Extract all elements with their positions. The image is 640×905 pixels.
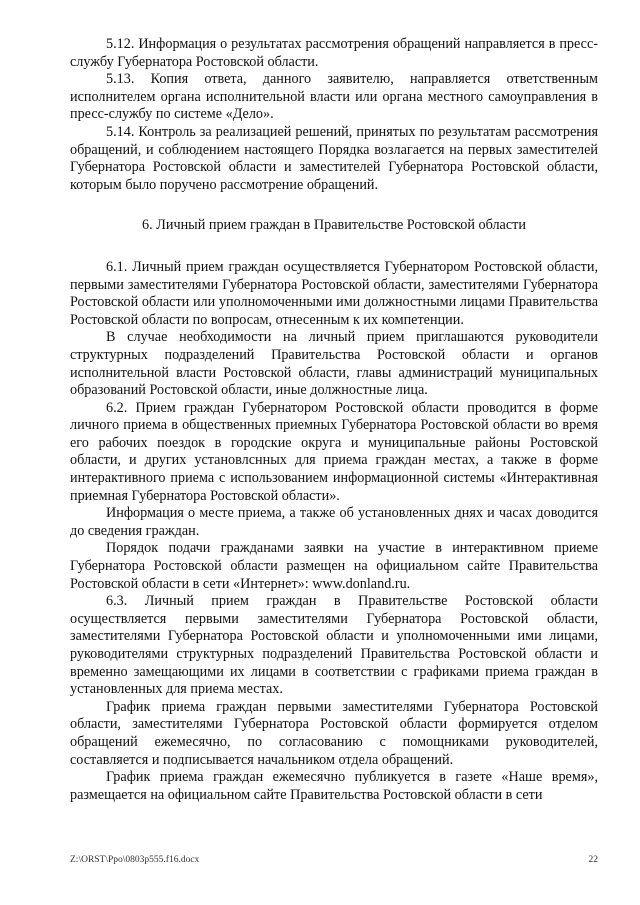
file-path: Z:\ORST\Ppo\0803p555.f16.docx bbox=[70, 855, 200, 865]
paragraph-5-14: 5.14. Контроль за реализацией решений, принятых по результатам рассмотрения обращений, и соблюдением настоящего Порядка возлагается на первых заместителей Губернатора Ростовской области и заместителей Губернатора Ростовской области, которым было поручено рассмотрение обращений. bbox=[70, 123, 598, 193]
paragraph-6-2-order: Порядок подачи гражданами заявки на участие в интерактивном приеме Губернатора Ростовской области размещен на официальном сайте Правительства Ростовской области в сети «Интернет»: www.donland.ru. bbox=[70, 540, 598, 592]
paragraph-6-3: 6.3. Личный прием граждан в Правительстве Ростовской области осуществляется первыми заместителями Губернатора Ростовской области, заместителями Губернатора Ростовской области и уполномоченными ими лицами, руководителями структурных подразделений Правительства Ростовской области и временно замещающими их лицами в соответствии с графиками приема граждан в установленных для приема местах. bbox=[70, 593, 598, 698]
page-footer bbox=[70, 855, 598, 865]
paragraph-6-2-info: Информация о месте приема, а также об установленных днях и часах доводится до сведения граждан. bbox=[70, 505, 598, 539]
page-number: 22 bbox=[588, 855, 598, 865]
paragraph-6-1: 6.1. Личный прием граждан осуществляется Губернатором Ростовской области, первыми заместителями Губернатора Ростовской области, заместителями Губернатора Ростовской области или уполномоченными ими должностными лицами Правительства Ростовской области по вопросам, отнесенным к их компетенции. bbox=[70, 258, 598, 328]
paragraph-6-3-schedule: График приема граждан первыми заместителями Губернатора Ростовской области, заместителями Губернатора Ростовской области формируется отделом обращений ежемесячно, по согласованию с помощниками руководителей, составляется и подписывается начальником отдела обращений. bbox=[70, 698, 598, 768]
paragraph-5-13: 5.13. Копия ответа, данного заявителю, направляется ответственным исполнителем органа исполнительной власти или органа местного самоуправления в пресс-службу по системе «Дело». bbox=[70, 71, 598, 123]
paragraph-6-3-publication: График приема граждан ежемесячно публикуется в газете «Наше время», размещается на официальном сайте Правительства Ростовской области в сети bbox=[70, 769, 598, 803]
section-heading: 6. Личный прием граждан в Правительстве Ростовской области bbox=[142, 217, 526, 234]
paragraph-6-1-cont: В случае необходимости на личный прием приглашаются руководители структурных подразделений Правительства Ростовской области и органов исполнительной власти Ростовской области, главы администраций муниципальных образований Ростовской области, иные должностные лица. bbox=[70, 329, 598, 399]
document-body bbox=[70, 36, 598, 804]
paragraph-6-2: 6.2. Прием граждан Губернатором Ростовской области проводится в форме личного приема в общественных приемных Губернатора Ростовской области во время его рабочих поездок в городские округа и муниципальные районы Ростовской области, и других установлснных для приема граждан местах, а также в форме интерактивного приема с использованием информационной системы «Интерактивная приемная Губернатора Ростовской области». bbox=[70, 399, 598, 504]
paragraph-5-12: 5.12. Информация о результатах рассмотрения обращений направляется в пресс-службу Губернатора Ростовской области. bbox=[70, 36, 598, 70]
